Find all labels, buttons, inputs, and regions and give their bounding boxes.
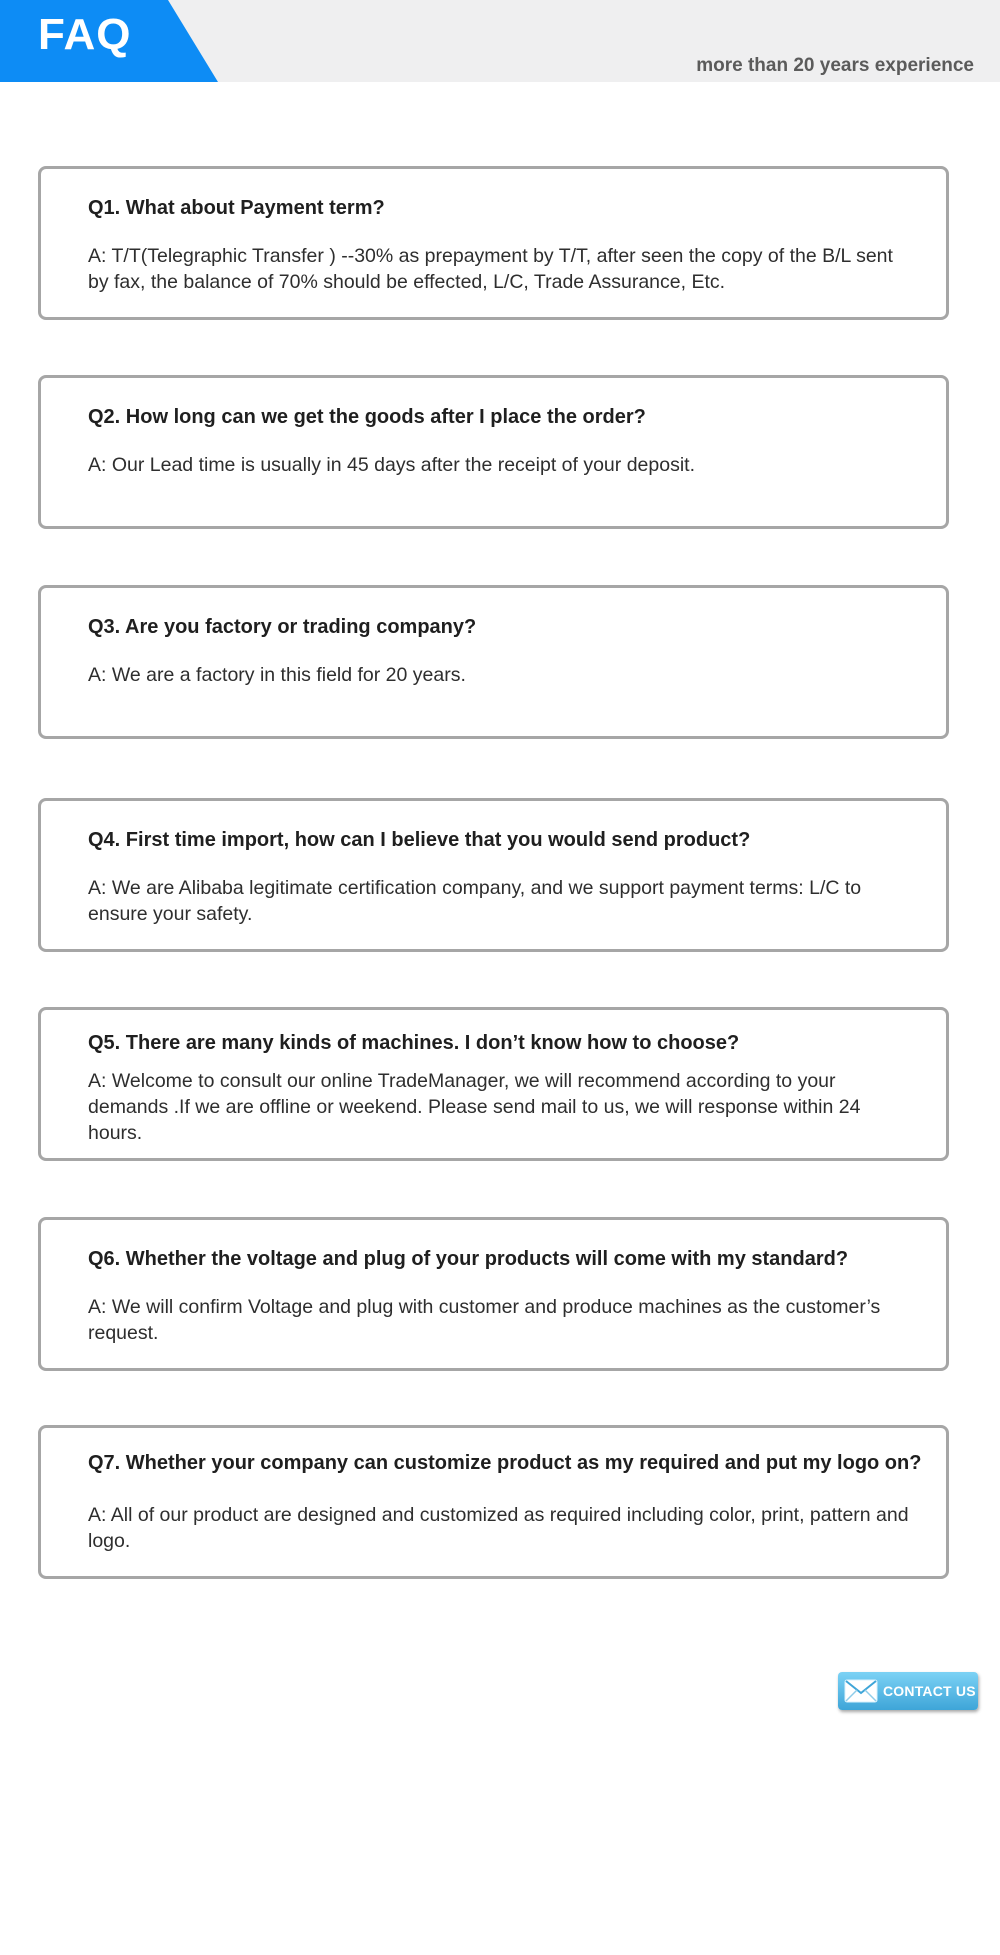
faq-item-1 [38,166,949,320]
faq-answer: A: We will confirm Voltage and plug with customer and produce machines as the customer’s request. [88,1296,881,1344]
faq-answer: A: Welcome to consult our online TradeManager, we will recommend according to your demands .If we are offline or weekend. Please send mail to us, we will response within 24 hours. [88,1070,861,1144]
mail-icon [844,1679,878,1703]
faq-item-7 [38,1425,949,1579]
faq-answer: A: Our Lead time is usually in 45 days after the receipt of your deposit. [88,454,695,476]
faq-question: Q2. How long can we get the goods after I place the order? [88,406,646,428]
faq-question: Q3. Are you factory or trading company? [88,616,477,638]
faq-answer: A: We are a factory in this field for 20 years. [88,664,466,686]
faq-answer: A: We are Alibaba legitimate certification company, and we support payment terms: L/C to ensure your safety. [88,877,862,925]
faq-item-5 [38,1007,949,1161]
faq-answer: A: T/T(Telegraphic Transfer ) --30% as prepayment by T/T, after seen the copy of the B/L sent by fax, the balance of 70% should be effected, L/C, Trade Assurance, Etc. [88,245,893,293]
faq-question: Q6. Whether the voltage and plug of your products will come with my standard? [88,1248,849,1270]
page-title: FAQ [38,10,132,59]
experience-tagline: more than 20 years experience [696,55,974,76]
faq-question: Q1. What about Payment term? [88,197,385,219]
faq-item-2 [38,375,949,529]
faq-question: Q4. First time import, how can I believe that you would send product? [88,829,751,851]
contact-us-label: CONTACT US [883,1683,976,1699]
faq-item-3 [38,585,949,739]
faq-answer: A: All of our product are designed and customized as required including color, print, pattern and logo. [88,1504,909,1552]
faq-item-6 [38,1217,949,1371]
faq-question: Q5. There are many kinds of machines. I don’t know how to choose? [88,1032,740,1054]
faq-question: Q7. Whether your company can customize product as my required and put my logo on? [88,1452,922,1474]
faq-item-4 [38,798,949,952]
contact-us-button[interactable] [838,1672,978,1710]
